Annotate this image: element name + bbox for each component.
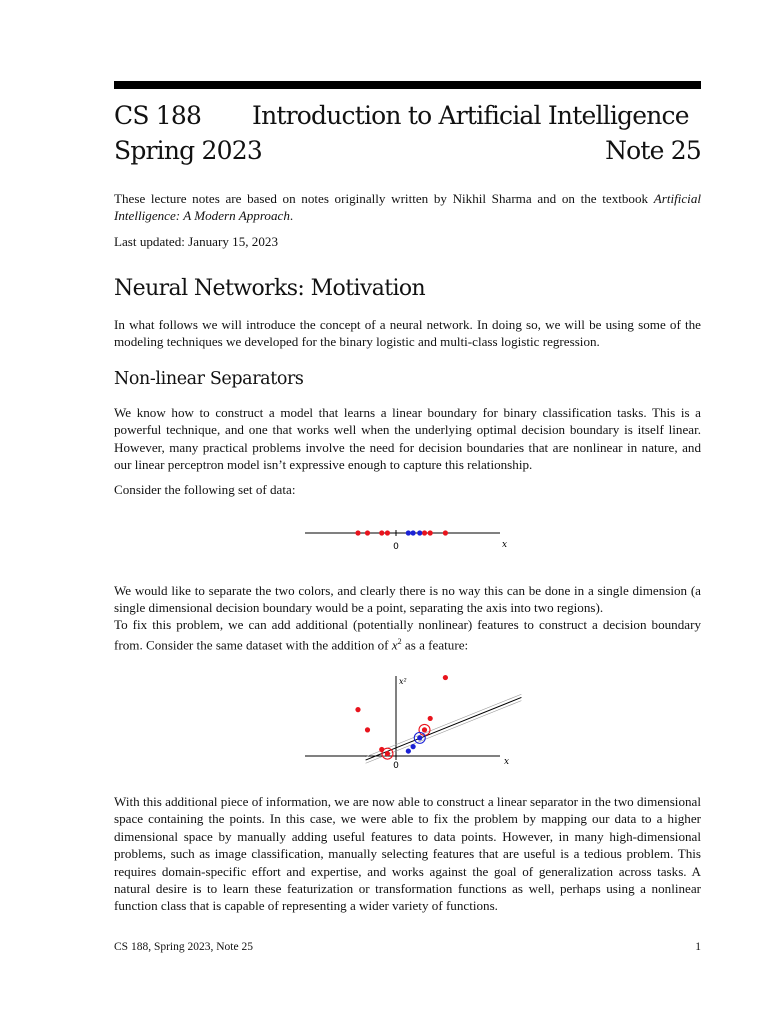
red-point — [443, 530, 448, 535]
term: Spring 2023 — [114, 136, 262, 165]
red-point — [428, 530, 433, 535]
figure-2d-feature-space — [300, 668, 530, 772]
margin-line-upper — [366, 694, 522, 757]
page-number: 1 — [695, 941, 701, 953]
red-point — [355, 530, 360, 535]
paragraph-3b: To fix this problem, we can add additional (potentially nonlinear) features to construct a decision boundary from. Consider the same dataset with the addition of $x^2$ as a feature: — [114, 617, 701, 653]
tick-label-0: 0 — [393, 542, 399, 552]
course-code: CS 188 — [114, 101, 202, 130]
exponent: 2 — [397, 637, 402, 647]
blue-point — [406, 748, 411, 753]
blue-point — [417, 735, 422, 740]
y-axis-label: x² — [399, 677, 407, 686]
course-title: Introduction to Artificial Intelligence — [252, 101, 689, 130]
x-variable: x — [391, 637, 398, 653]
red-point — [365, 727, 370, 732]
blue-point — [406, 530, 411, 535]
figure-1d-data — [300, 522, 520, 552]
red-point — [385, 751, 390, 756]
x-axis-label: x — [502, 540, 508, 550]
red-point — [422, 727, 427, 732]
book-title: Artificial Intelligence: A Modern Approach — [114, 191, 701, 224]
paragraph-4: With this additional piece of information, we are now able to construct a linear separator in the two dimensional space containing the points. In this case, we were able to fix the problem by mapping our data to a higher dimensional space by manually adding useful features to data points. However, in many high-dimensional problems, such as image classification, manually selecting features that are useful is a tedious problem. This requires domain-specific effort and expertise, and works against the goal of generalization across tasks. A natural desire is to learn these featurization or transformation functions as well, perhaps using a nonlinear function class that is capable of representing a wider variety of functions. — [114, 794, 701, 914]
note-header — [114, 101, 701, 168]
header-rule — [114, 81, 701, 89]
footer-text: CS 188, Spring 2023, Note 25 — [114, 941, 253, 953]
red-point — [422, 530, 427, 535]
red-point — [443, 675, 448, 680]
blue-point — [411, 530, 416, 535]
subsection-title: Non-linear Separators — [114, 369, 304, 389]
red-point — [385, 530, 390, 535]
x-axis-label: x — [504, 757, 510, 767]
blue-point — [417, 530, 422, 535]
note-number: Note 25 — [605, 136, 701, 165]
intro-paragraph: These lecture notes are based on notes originally written by Nikhil Sharma and on the textbook Artificial Intelligence: A Modern Approach. — [114, 191, 701, 224]
red-point — [379, 530, 384, 535]
red-point — [355, 707, 360, 712]
paragraph-1: We know how to construct a model that learns a linear boundary for binary classification tasks. This is a powerful technique, and one that works well when the underlying optimal decision boundary is itself linear. However, many practical problems involve the need for decision boundaries that are nonlinear in nature, and our linear perceptron model isn’t expressive enough to capture this relationship. — [114, 405, 701, 473]
decision-boundary — [366, 697, 522, 760]
red-point — [428, 716, 433, 721]
paragraph-2: Consider the following set of data: — [114, 482, 296, 497]
last-updated: Last updated: January 15, 2023 — [114, 234, 278, 249]
red-point — [365, 530, 370, 535]
section-title: Neural Networks: Motivation — [114, 276, 426, 301]
tick-label-0: 0 — [393, 761, 399, 771]
section-paragraph: In what follows we will introduce the concept of a neural network. In doing so, we will be using some of the modeling techniques we developed for the binary logistic and multi-class logistic regression. — [114, 317, 701, 350]
blue-point — [411, 744, 416, 749]
paragraph-3a: We would like to separate the two colors, and clearly there is no way this can be done in a single dimension (a single dimensional decision boundary would be a point, separating the axis into two regions). — [114, 583, 701, 616]
